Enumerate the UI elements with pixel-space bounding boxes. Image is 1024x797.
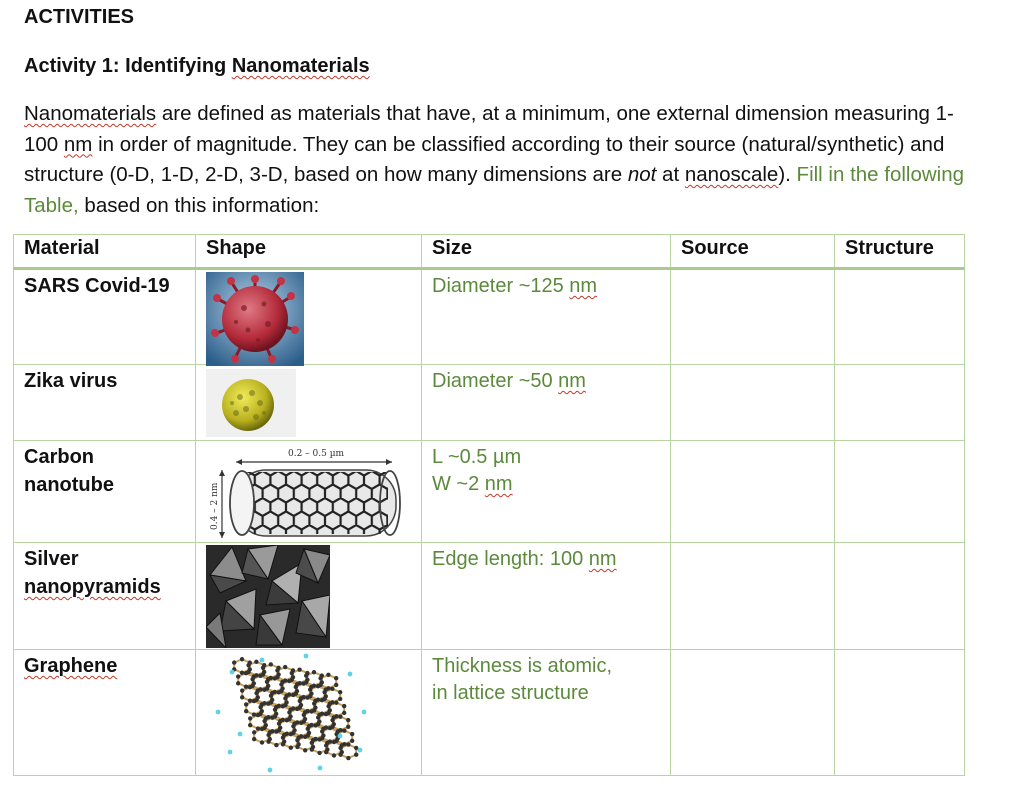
header-source: Source [671, 235, 835, 269]
activity-title [24, 55, 370, 78]
header-structure: Structure [835, 235, 965, 269]
para-w1: Nanomaterials [24, 102, 157, 125]
size-unit: nm [569, 275, 598, 297]
activity-title-prefix: Activity 1: Identifying [24, 55, 232, 77]
table-row [14, 650, 965, 776]
nanotube-width-label: 0.4 – 2 nm [210, 482, 220, 530]
para-w3: nanoscale [684, 163, 779, 186]
material-line-2: nanopyramids [24, 576, 161, 598]
para-t3: at [656, 163, 685, 186]
para-t2: in order of magnitude. They can be classified according to their source (natural/synthetic) and structure (0-D, 1-D, 2-D, 3-D, based on how many dimensions are [24, 132, 945, 186]
table-row [14, 441, 965, 543]
size-cell [422, 543, 671, 650]
size-text: Edge length: 100 [432, 548, 589, 570]
zika-virus-image [206, 369, 296, 437]
shape-cell [196, 650, 422, 776]
activity-title-word: Nanomaterials [231, 55, 370, 77]
para-t5: based on this information: [78, 193, 320, 217]
material-name: Graphene [24, 655, 118, 677]
material-cell [14, 543, 196, 650]
size-text: Diameter ~50 [432, 370, 559, 392]
material-cell [14, 650, 196, 776]
header-material: Material [14, 235, 196, 269]
material-cell: Carbon nanotube [14, 441, 196, 543]
size-unit: nm [484, 473, 513, 495]
size-text: Diameter ~125 [432, 275, 570, 297]
graphene-lattice-image [210, 652, 370, 774]
header-size: Size [422, 235, 671, 269]
shape-cell [196, 543, 422, 650]
size-line-1: Thickness is atomic, [432, 655, 613, 677]
size-line-2: in lattice structure [432, 682, 589, 704]
page-heading: ACTIVITIES [24, 6, 135, 28]
nanotube-length-label: 0.2 – 0.5 µm [288, 449, 345, 459]
source-cell[interactable] [671, 365, 835, 441]
table-row [14, 365, 965, 441]
size-width [432, 471, 660, 498]
table-header-row [14, 235, 965, 269]
table-row [14, 543, 965, 650]
table-row [14, 269, 965, 365]
size-length: L ~0.5 µm [432, 446, 522, 468]
size-cell [422, 650, 671, 776]
size-unit: nm [588, 548, 617, 570]
material-cell: SARS Covid-19 [14, 269, 196, 365]
coronavirus-image [206, 272, 304, 366]
source-cell[interactable] [671, 650, 835, 776]
source-cell[interactable] [671, 269, 835, 365]
header-shape: Shape [196, 235, 422, 269]
carbon-nanotube-diagram [208, 444, 408, 540]
material-line-1: Silver [24, 548, 79, 570]
intro-paragraph [24, 99, 984, 221]
structure-cell[interactable] [835, 543, 965, 650]
structure-cell[interactable] [835, 365, 965, 441]
shape-cell [196, 365, 422, 441]
size-cell [422, 365, 671, 441]
size-unit: nm [558, 370, 586, 392]
shape-cell [196, 441, 422, 543]
structure-cell[interactable] [835, 269, 965, 365]
para-t4: ). [778, 163, 797, 186]
source-cell[interactable] [671, 441, 835, 543]
para-green-instruction: Fill in the following Table, [24, 163, 965, 217]
structure-cell[interactable] [835, 650, 965, 776]
para-w2: nm [63, 132, 93, 156]
shape-cell [196, 269, 422, 365]
structure-cell[interactable] [835, 441, 965, 543]
para-italic: not [627, 163, 657, 186]
material-cell: Zika virus [14, 365, 196, 441]
nanomaterials-table [13, 234, 965, 776]
para-t1: are defined as materials that have, at a minimum, one external dimension measuring 1-100 [24, 102, 954, 156]
size-width-text: W ~2 [432, 473, 485, 495]
size-cell [422, 441, 671, 543]
silver-nanopyramids-image [206, 545, 330, 648]
size-cell [422, 269, 671, 365]
source-cell[interactable] [671, 543, 835, 650]
